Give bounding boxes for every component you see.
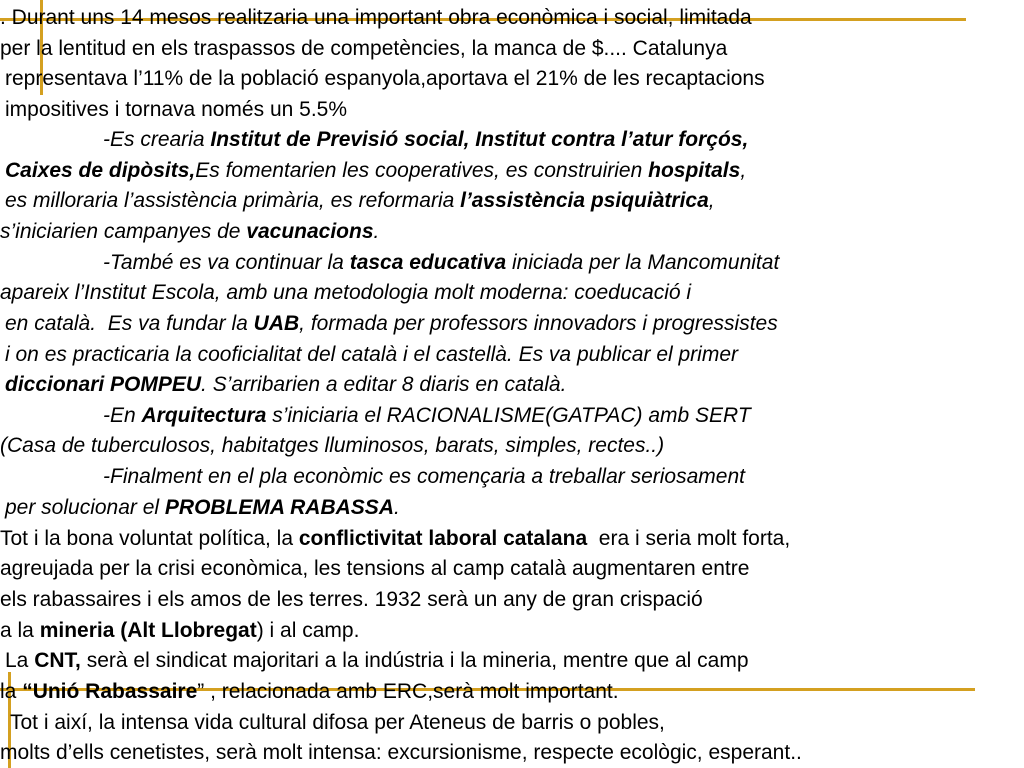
text-segment: . Durant uns 14 mesos realitzaria una important obra econòmica i social, limitada	[0, 6, 752, 29]
text-segment: ) i al camp.	[256, 619, 360, 642]
text-line	[0, 218, 379, 246]
text-segment: Tot i així, la intensa vida cultural difosa per Ateneus de barris o pobles,	[10, 711, 665, 734]
text-line	[0, 4, 752, 32]
text-line	[0, 586, 703, 614]
text-segment: per la lentitud en els traspassos de competències, la manca de $.... Catalunya	[0, 37, 728, 60]
text-segment-bold: conflictivitat laboral catalana	[298, 527, 588, 550]
text-segment: agreujada per la crisi econòmica, les tensions al camp català augmentaren entre	[0, 557, 750, 580]
text-segment: ,	[740, 159, 747, 182]
text-line	[0, 617, 359, 645]
text-segment: representava l’11% de la població espanyola,aportava el 21% de les recaptacions	[5, 67, 765, 90]
text-line	[5, 494, 400, 522]
text-line	[103, 126, 748, 154]
text-segment-bold: diccionari POMPEU	[5, 373, 202, 396]
text-segment: . S’arribarien a editar 8 diaris en català.	[201, 373, 567, 396]
text-line	[0, 279, 691, 307]
text-line	[5, 341, 738, 369]
text-segment-bold: UAB	[253, 312, 300, 335]
text-segment: Es fomentarien les cooperatives, es construirien	[195, 159, 649, 182]
text-segment: La	[5, 649, 35, 672]
text-line	[0, 35, 727, 63]
text-segment: serà el sindicat majoritari a la indústria i la mineria, mentre que al camp	[80, 649, 749, 672]
text-segment-bold: “Unió Rabassaire	[22, 680, 198, 703]
text-segment-bold: Caixes de dipòsits,	[5, 159, 196, 182]
text-line	[0, 678, 619, 706]
text-segment-bold: vacunacions	[246, 220, 374, 243]
text-segment: ,	[708, 189, 715, 212]
text-segment: iniciada per la Mancomunitat	[506, 251, 780, 274]
text-line	[5, 371, 566, 399]
text-line	[0, 432, 664, 460]
text-line	[5, 65, 765, 93]
text-line	[0, 555, 749, 583]
text-segment-bold: tasca educativa	[349, 251, 507, 274]
text-segment: , formada per professors innovadors i progressistes	[299, 312, 778, 335]
text-segment: en català. Es va fundar la	[5, 312, 254, 335]
text-segment-bold: mineria (Alt Llobregat	[39, 619, 257, 642]
text-segment: es milloraria l’assistència primària, es reformaria	[5, 189, 461, 212]
text-segment: per solucionar el	[5, 496, 165, 519]
text-segment-bold: l’assistència psiquiàtrica	[460, 189, 709, 212]
text-line	[5, 647, 749, 675]
text-segment: era i seria molt forta,	[587, 527, 791, 550]
text-segment: ” , relacionada amb ERC,serà molt important.	[197, 680, 619, 703]
text-segment: s’iniciarien campanyes de	[0, 220, 247, 243]
text-segment-bold: Institut de Previsió social, Institut contra l’atur forçós,	[210, 128, 749, 151]
text-line	[5, 310, 778, 338]
text-line	[103, 249, 779, 277]
text-line	[103, 463, 745, 491]
text-segment: s’iniciaria el RACIONALISME(GATPAC) amb SERT	[266, 404, 751, 427]
text-segment: -Finalment en el pla econòmic es començaria a treballar seriosament	[103, 465, 745, 488]
text-segment-bold: Arquitectura	[141, 404, 267, 427]
text-segment: (Casa de tuberculosos, habitatges lluminosos, barats, simples, rectes..)	[0, 434, 665, 457]
text-segment: i on es practicaria la cooficialitat del català i el castellà. Es va publicar el primer	[5, 343, 739, 366]
text-line	[5, 96, 347, 124]
text-segment: Tot i la bona voluntat política, la	[0, 527, 299, 550]
text-segment-bold: CNT,	[34, 649, 81, 672]
text-segment: apareix l’Institut Escola, amb una metodologia molt moderna: coeducació i	[0, 281, 692, 304]
text-line	[0, 739, 802, 767]
text-line	[5, 157, 746, 185]
text-segment: impositives i tornava només un 5.5%	[5, 98, 347, 121]
text-line	[0, 525, 790, 553]
text-segment: -Es crearia	[103, 128, 211, 151]
text-segment: molts d’ells cenetistes, serà molt intensa: excursionisme, respecte ecològic, esperant..	[0, 741, 802, 764]
text-segment: -En	[103, 404, 142, 427]
text-segment-bold: hospitals	[648, 159, 741, 182]
text-segment: la	[0, 680, 23, 703]
text-segment: -També es va continuar la	[103, 251, 350, 274]
text-segment: a la	[0, 619, 40, 642]
text-segment-bold: PROBLEMA RABASSA	[164, 496, 394, 519]
text-line	[10, 709, 665, 737]
text-line	[5, 187, 715, 215]
text-segment: .	[373, 220, 380, 243]
text-line	[103, 402, 751, 430]
text-segment: els rabassaires i els amos de les terres. 1932 serà un any de gran crispació	[0, 588, 703, 611]
text-segment: .	[393, 496, 400, 519]
